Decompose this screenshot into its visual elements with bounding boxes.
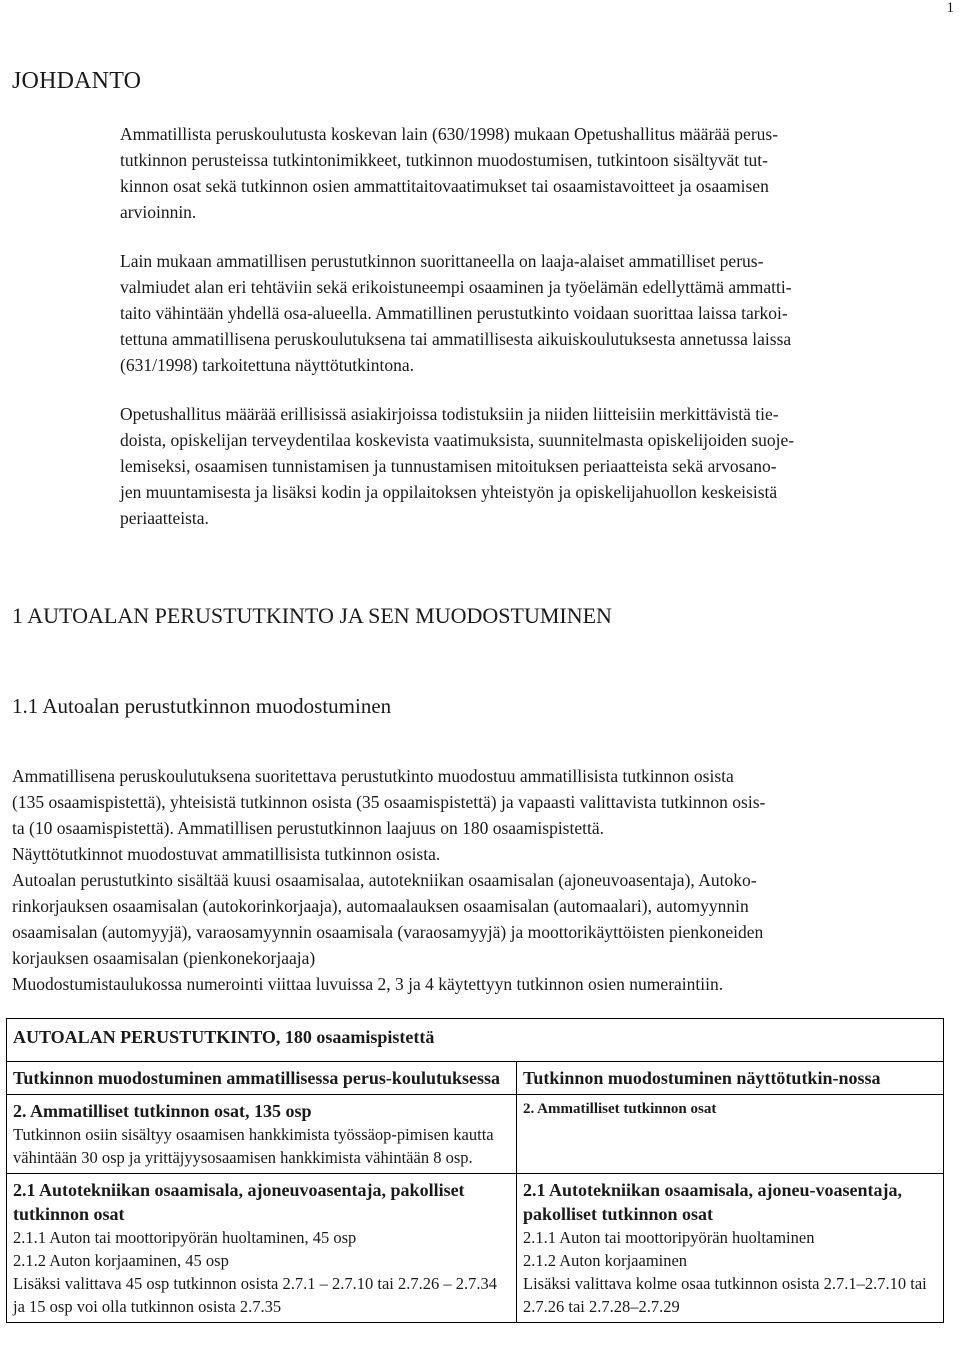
text-line: Ammatillisena peruskoulutuksena suoritettava perustutkinto muodostuu ammatillisista tutkinnon osista [12, 766, 734, 786]
left-block-1-title: 2. Ammatilliset tutkinnon osat, 135 osp [13, 1101, 312, 1121]
right-block-2 [517, 1174, 944, 1323]
right-block-1-title: 2. Ammatilliset tutkinnon osat [523, 1101, 717, 1117]
text-line: Näyttötutkinnot muodostuvat ammatillisista tutkinnon osista. [12, 844, 441, 864]
left-column-header: Tutkinnon muodostuminen ammatillisessa perus-koulutuksessa [7, 1062, 517, 1095]
table-title: AUTOALAN PERUSTUTKINTO, 180 osaamispistettä [7, 1019, 944, 1062]
left-block-2 [7, 1174, 517, 1323]
section-1-heading: 1 AUTOALAN PERUSTUTKINTO JA SEN MUODOSTUMINEN [12, 603, 612, 628]
list-item: Lisäksi valittava 45 osp tutkinnon osista 2.7.1 – 2.7.10 tai 2.7.26 – 2.7.34 ja 15 osp voi olla tutkinnon osista 2.7.35 [13, 1274, 497, 1316]
text-line: arvioinnin. [120, 202, 197, 222]
list-item: 2.1.1 Auton tai moottoripyörän huoltaminen, 45 osp [13, 1228, 357, 1247]
text-line: valmiudet alan eri tehtäviin sekä erikoistuneempi osaaminen ja työelämän edellyttämä ammatti- [120, 277, 792, 297]
text-line: doista, opiskelijan terveydentilaa koskevista vaatimuksista, suunnitelmasta opiskelijoiden suoje- [120, 430, 795, 450]
list-item: 2.1.2 Auton korjaaminen [523, 1251, 688, 1270]
right-block-1 [517, 1095, 944, 1174]
text-line: (631/1998) tarkoitettuna näyttötutkintona. [120, 355, 415, 375]
right-block-2-title: 2.1 Autotekniikan osaamisala, ajoneu-voasentaja, pakolliset tutkinnon osat [523, 1180, 903, 1224]
intro-heading: JOHDANTO [12, 68, 142, 94]
list-item: 2.1.1 Auton tai moottoripyörän huoltaminen [523, 1228, 815, 1247]
structure-table [6, 1018, 944, 1323]
left-block-1-text: Tutkinnon osiin sisältyy osaamisen hankkimista työssäop-pimisen kautta vähintään 30 osp ja yrittäjyysosaamisen hankkimista vähintään 8 osp. [13, 1125, 494, 1167]
text-line: tutkinnon perusteissa tutkintonimikkeet, tutkinnon muodostumisen, tutkintoon sisältyvät tut- [120, 150, 768, 170]
text-line: jen muuntamisesta ja lisäksi kodin ja oppilaitoksen yhteistyön ja opiskelijahuollon keskeisistä [120, 482, 778, 502]
text-line: korjauksen osaamisalan (pienkonekorjaaja) [12, 948, 316, 968]
section-1-1-body [12, 763, 952, 997]
list-item: Lisäksi valittava kolme osaa tutkinnon osista 2.7.1–2.7.10 tai 2.7.26 tai 2.7.28–2.7.29 [523, 1274, 927, 1316]
left-block-2-title: 2.1 Autotekniikan osaamisala, ajoneuvoasentaja, pakolliset tutkinnon osat [13, 1180, 465, 1224]
table-header-row [7, 1062, 944, 1095]
right-column-header: Tutkinnon muodostuminen näyttötutkin-nossa [517, 1062, 944, 1095]
text-line: Opetushallitus määrää erillisissä asiakirjoissa todistuksiin ja niiden liitteisiin merkittävistä tie- [120, 404, 779, 424]
text-line: taito vähintään yhdellä osa-alueella. Ammatillinen perustutkinto voidaan suorittaa laissa tarkoi- [120, 303, 788, 323]
text-line: ta (10 osaamispistettä). Ammatillisen perustutkinnon laajuus on 180 osaamispistettä. [12, 818, 604, 838]
text-line: Lain mukaan ammatillisen perustutkinnon suorittaneella on laaja-alaiset ammatilliset perus- [120, 251, 764, 271]
table-row [7, 1174, 944, 1323]
text-line: tettuna ammatillisena peruskoulutuksena tai ammatillisesta aikuiskoulutuksesta annetussa laissa [120, 329, 792, 349]
intro-paragraph-2 [120, 248, 952, 378]
list-item: 2.1.2 Auton korjaaminen, 45 osp [13, 1251, 229, 1270]
table-title-row [7, 1019, 944, 1062]
text-line: periaatteista. [120, 508, 209, 528]
table-row [7, 1095, 944, 1174]
text-line: Muodostumistaulukossa numerointi viittaa luvuissa 2, 3 ja 4 käytettyyn tutkinnon osien numeraintiin. [12, 974, 724, 994]
text-line: Ammatillista peruskoulutusta koskevan lain (630/1998) mukaan Opetushallitus määrää perus- [120, 124, 779, 144]
text-line: osaamisalan (automyyjä), varaosamyynnin osaamisala (varaosamyyjä) ja moottorikäyttöisten pienkoneiden [12, 922, 764, 942]
text-line: (135 osaamispistettä), yhteisistä tutkinnon osista (35 osaamispistettä) ja vapaasti valittavista tutkinnon osis- [12, 792, 766, 812]
text-line: lemiseksi, osaamisen tunnistamisen ja tunnustamisen mitoituksen periaatteista sekä arvosano- [120, 456, 777, 476]
intro-paragraph-1 [120, 121, 952, 225]
text-line: kinnon osat sekä tutkinnon osien ammattitaitovaatimukset tai osaamistavoitteet ja osaamisen [120, 176, 769, 196]
intro-paragraph-3 [120, 401, 952, 531]
page-number: 1 [946, 0, 954, 16]
section-1-1-heading: 1.1 Autoalan perustutkinnon muodostuminen [12, 694, 392, 718]
text-line: rinkorjauksen osaamisalan (autokorinkorjaaja), automaalauksen osaamisalan (automaalari), automyynnin [12, 896, 749, 916]
left-block-1 [7, 1095, 517, 1174]
text-line: Autoalan perustutkinto sisältää kuusi osaamisalaa, autotekniikan osaamisalan (ajoneuvoasentaja), Autoko- [12, 870, 757, 890]
